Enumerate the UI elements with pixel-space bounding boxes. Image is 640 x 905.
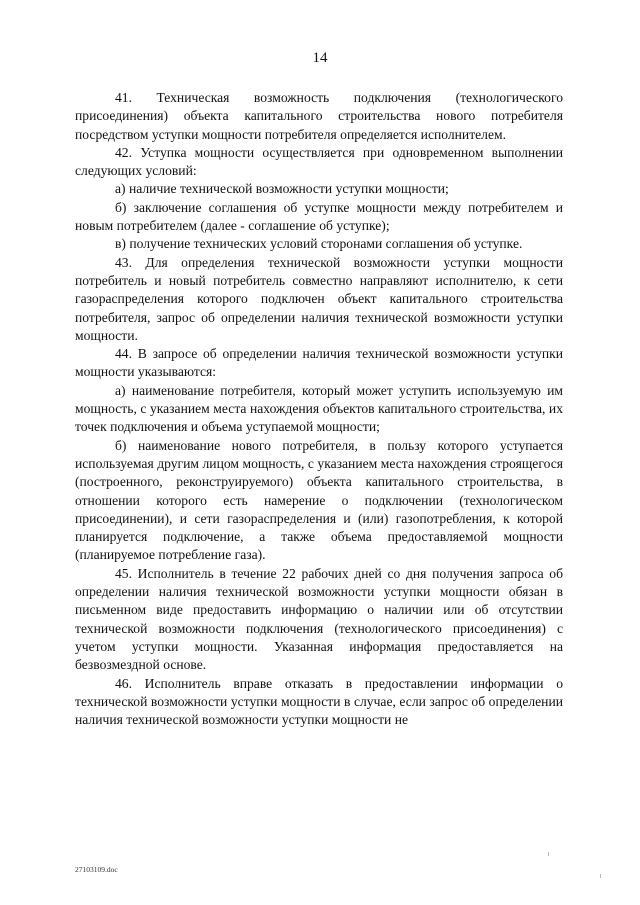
page-number: 14	[312, 50, 328, 66]
document-body	[75, 89, 563, 729]
paragraph-43: 43. Для определения технической возможности уступки мощности потребитель и новый потребитель совместно направляют исполнителю, к сети газораспределения которого подключен объект капитального строительства потребителя, запрос об определении наличия технической возможности уступки мощности.	[75, 254, 563, 343]
paragraph-42-c: в) получение технических условий сторонами соглашения об уступке.	[115, 236, 523, 252]
paragraph-44: 44. В запросе об определении наличия технической возможности уступки мощности указываются:	[75, 346, 563, 380]
paragraph-42: 42. Уступка мощности осуществляется при одновременном выполнении следующих условий:	[75, 144, 563, 179]
paragraph-45: 45. Исполнитель в течение 22 рабочих дней со дня получения запроса об определении наличия технической возможности уступки мощности обязан в письменном виде предоставить информацию о наличии или об отсутствии технической возможности подключения (технологического присоединения) с учетом уступки мощности. Указанная информация предоставляется на безвозмездной основе.	[75, 565, 563, 673]
scan-artifact	[600, 874, 601, 878]
paragraph-41: 41. Техническая возможность подключения (технологического присоединения) объекта капитального строительства нового потребителя посредством уступки мощности потребителя определяется исполнителем.	[75, 90, 563, 142]
footer-filename: 27103109.doc	[75, 865, 118, 874]
paragraph-42-a: а) наличие технической возможности уступки мощности;	[115, 181, 449, 197]
paragraph-44-a: а) наименование потребителя, который может уступить используемую им мощность, с указанием места нахождения объектов капитального строительства, их точек подключения и объема уступаемой мощности;	[75, 382, 563, 435]
paragraph-46: 46. Исполнитель вправе отказать в предоставлении информации о технической возможности уступки мощности в случае, если запрос об определении наличия технической возможности уступки мощности не	[75, 675, 563, 728]
paragraph-42-b: б) заключение соглашения об уступке мощности между потребителем и новым потребителем (далее - соглашение об уступке);	[75, 199, 563, 234]
scan-artifact	[548, 852, 549, 856]
paragraph-44-b: б) наименование нового потребителя, в пользу которого уступается используемая другим лицом мощность, с указанием места нахождения строящегося (построенного, реконструируемого) объекта капитального строительства, в отношении которого есть намерение о подключении (технологическом присоединении), и сети газораспределения и (или) газопотребления, к которой планируется подключение, а также объема предоставляемой мощности (планируемое потребление газа).	[75, 437, 563, 563]
